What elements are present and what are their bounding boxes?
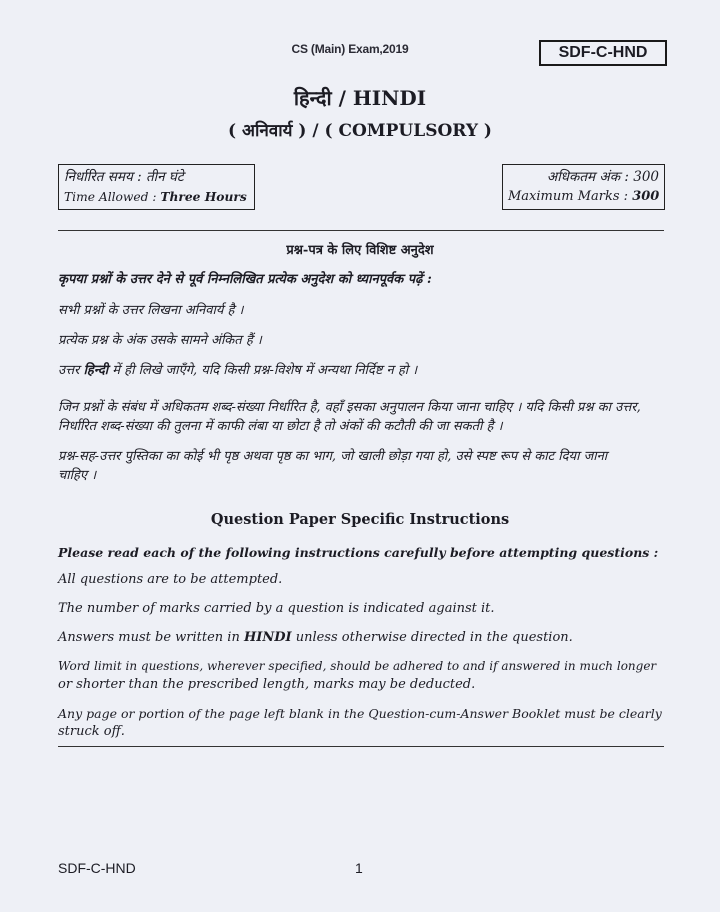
paper-code-box: SDF-C-HND	[539, 40, 667, 66]
hindi-instruction-3-end: में ही लिखे जाएँगे, यदि किसी प्रश्न-विशेष में अन्यथा निर्दिष्ट न हो ।	[108, 363, 418, 378]
english-instruction-3-start: Answers must be written in	[58, 630, 244, 645]
time-allowed-english	[64, 187, 249, 207]
english-instructions-intro: Please read each of the following instructions carefully before attempting questions :	[58, 545, 659, 560]
hindi-instructions-heading: प्रश्न-पत्र के लिए विशिष्ट अनुदेश	[286, 243, 434, 258]
maximum-marks-english	[508, 187, 659, 207]
english-instruction-3	[58, 628, 664, 647]
english-instruction-2: The number of marks carried by a question is indicated against it.	[58, 601, 495, 616]
maximum-marks-box	[502, 164, 665, 210]
footer-paper-code: SDF-C-HND	[58, 860, 136, 876]
english-instruction-5-line-1: Any page or portion of the page left blank in the Question-cum-Answer Booklet must be clearly	[58, 706, 662, 721]
time-allowed-box	[58, 164, 255, 210]
hindi-instructions-intro: कृपया प्रश्नों के उत्तर देने से पूर्व निम्नलिखित प्रत्येक अनुदेश को ध्यानपूर्वक पढ़ें :	[58, 272, 432, 287]
hindi-instruction-4-line-1: जिन प्रश्नों के संबंध में अधिकतम शब्द-संख्या निर्धारित है, वहाँ इसका अनुपालन किया जाना चाहिए । यदि किसी प्रश्न का उत्तर,	[58, 400, 641, 415]
english-instruction-1: All questions are to be attempted.	[58, 572, 283, 587]
time-allowed-label: Time Allowed :	[64, 190, 161, 204]
time-allowed-value: Three Hours	[160, 189, 247, 204]
divider-top	[58, 230, 664, 231]
hindi-instruction-1: सभी प्रश्नों के उत्तर लिखना अनिवार्य है ।	[58, 303, 244, 318]
maximum-marks-label: Maximum Marks :	[508, 189, 633, 204]
english-instruction-4-line-1: Word limit in questions, wherever specified, should be adhered to and if answered in much longer	[58, 659, 657, 673]
maximum-marks-hindi: अधिकतम अंक : 300	[546, 169, 659, 185]
exam-stamp: CS (Main) Exam,2019	[291, 42, 409, 56]
subject-subtitle: ( अनिवार्य ) / ( COMPULSORY )	[228, 121, 492, 141]
hindi-instruction-4-line-2: निर्धारित शब्द-संख्या की तुलना में काफी लंबा या छोटा है तो अंकों की कटौती की जा सकती है ।	[58, 419, 503, 434]
english-instruction-4-line-2: or shorter than the prescribed length, marks may be deducted.	[58, 677, 476, 692]
maximum-marks-value: 300	[632, 189, 660, 204]
hindi-instruction-2: प्रत्येक प्रश्न के अंक उसके सामने अंकित हैं ।	[58, 333, 262, 348]
hindi-instruction-3	[58, 361, 664, 380]
time-allowed-hindi: निर्धारित समय : तीन घंटे	[64, 169, 184, 185]
english-instructions-heading: Question Paper Specific Instructions	[210, 511, 510, 528]
hindi-instruction-3-emphasis: हिन्दी	[83, 363, 109, 378]
english-instruction-3-emphasis: HINDI	[243, 630, 292, 645]
english-instruction-3-end: unless otherwise directed in the question.	[291, 630, 573, 645]
hindi-instruction-5-line-1: प्रश्न-सह-उत्तर पुस्तिका का कोई भी पृष्ठ अथवा पृष्ठ का भाग, जो खाली छोड़ा गया हो, उसे स्पष्ट रूप से काट दिया जाना	[58, 449, 608, 464]
hindi-instruction-5-line-2: चाहिए ।	[58, 468, 97, 483]
divider-bottom	[58, 746, 664, 747]
hindi-instruction-3-start: उत्तर	[58, 363, 84, 378]
page-number: 1	[355, 860, 363, 876]
english-instruction-5-line-2: struck off.	[58, 724, 125, 739]
subject-title: हिन्दी / HINDI	[293, 86, 427, 110]
